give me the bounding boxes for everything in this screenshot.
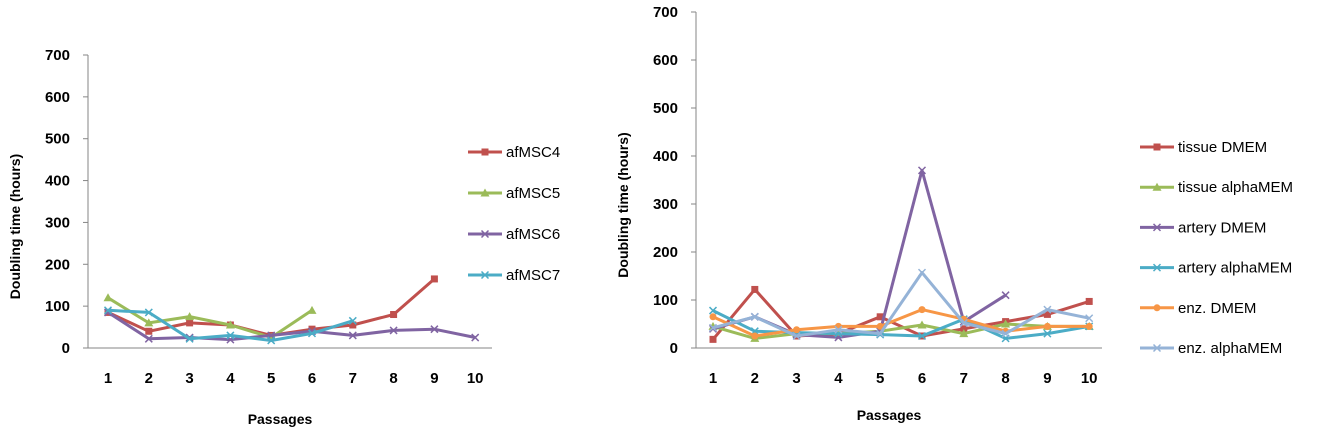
series-line	[713, 170, 1006, 337]
data-point	[751, 333, 758, 340]
y-tick-label: 100	[44, 298, 70, 316]
data-point	[390, 311, 397, 318]
legend-label: enz. DMEM	[1178, 299, 1257, 317]
legend-label: afMSC5	[506, 185, 561, 202]
x-tick-label: 1	[103, 370, 113, 387]
legend-entry	[1140, 260, 1292, 277]
data-point	[751, 286, 758, 293]
y-axis-title: Doubling time (hours)	[7, 153, 23, 300]
x-tick-label: 10	[1080, 370, 1098, 387]
legend-label: artery DMEM	[1178, 219, 1267, 237]
legend-entry	[468, 267, 560, 284]
y-tick-label: 300	[652, 196, 678, 213]
legend-entry	[468, 144, 560, 161]
x-tick-label: 9	[1043, 370, 1052, 387]
legend-marker	[1154, 144, 1161, 151]
data-point	[104, 293, 113, 301]
y-tick-label: 200	[652, 244, 678, 261]
y-tick-label: 0	[669, 340, 678, 357]
y-tick-label: 100	[652, 292, 678, 309]
data-point	[186, 319, 193, 326]
x-tick-label: 9	[430, 370, 439, 387]
x-tick-label: 4	[834, 370, 843, 387]
legend-entry	[1140, 179, 1293, 196]
data-point	[1044, 323, 1051, 330]
x-tick-label: 6	[307, 370, 317, 387]
legend-entry	[1140, 340, 1282, 357]
y-tick-label: 300	[44, 214, 70, 232]
legend-label: afMSC4	[506, 144, 561, 161]
y-tick-label: 700	[44, 47, 70, 64]
y-tick-label: 600	[44, 88, 70, 106]
x-tick-label: 10	[466, 370, 484, 387]
legend-marker	[482, 149, 489, 156]
x-tick-label: 3	[792, 370, 801, 387]
legend-label: tissue alphaMEM	[1178, 179, 1294, 197]
legend-label: afMSC6	[506, 226, 561, 243]
x-tick-label: 8	[1001, 370, 1010, 387]
x-tick-label: 5	[267, 370, 276, 387]
data-point	[710, 313, 717, 320]
legend-marker	[1154, 304, 1161, 311]
series-afmsc4	[105, 275, 438, 339]
chart-1	[7, 47, 560, 427]
y-tick-label: 600	[652, 52, 678, 69]
y-tick-label: 500	[44, 130, 70, 148]
x-tick-label: 4	[226, 370, 235, 387]
x-tick-label: 6	[917, 370, 927, 387]
y-tick-label: 700	[652, 4, 678, 21]
data-point	[919, 306, 926, 313]
data-point	[431, 275, 438, 282]
legend-entry	[1140, 219, 1266, 236]
legend-entry	[1140, 300, 1256, 317]
legend-entry	[468, 185, 560, 202]
y-tick-label: 200	[44, 256, 70, 274]
data-point	[308, 306, 317, 314]
legend-label: afMSC7	[506, 267, 561, 284]
legend-label: tissue DMEM	[1178, 139, 1268, 156]
chart-2	[615, 4, 1293, 423]
x-tick-label: 7	[959, 370, 968, 387]
x-axis-title: Passages	[247, 411, 313, 427]
y-tick-label: 0	[61, 340, 70, 357]
data-point	[1086, 323, 1093, 330]
legend-label: artery alphaMEM	[1178, 259, 1293, 277]
x-tick-label: 7	[348, 370, 357, 387]
legend-entry	[1140, 139, 1267, 156]
series-artery-dmem	[710, 167, 1010, 341]
y-tick-label: 400	[44, 172, 70, 190]
y-axis-title: Doubling time (hours)	[615, 132, 631, 278]
x-tick-label: 3	[185, 370, 194, 387]
legend-label: enz. alphaMEM	[1178, 340, 1283, 357]
x-tick-label: 2	[144, 370, 153, 387]
data-point	[145, 328, 152, 335]
x-tick-label: 1	[708, 370, 718, 387]
x-tick-label: 8	[389, 370, 398, 387]
data-point	[710, 336, 717, 343]
legend-entry	[468, 226, 560, 243]
y-tick-label: 400	[652, 148, 678, 165]
data-point	[1086, 298, 1093, 305]
y-tick-label: 500	[652, 100, 678, 117]
data-point	[793, 326, 800, 333]
x-axis-title: Passages	[856, 407, 922, 423]
x-tick-label: 5	[876, 370, 885, 387]
x-tick-label: 2	[750, 370, 759, 387]
series-line	[108, 279, 434, 336]
